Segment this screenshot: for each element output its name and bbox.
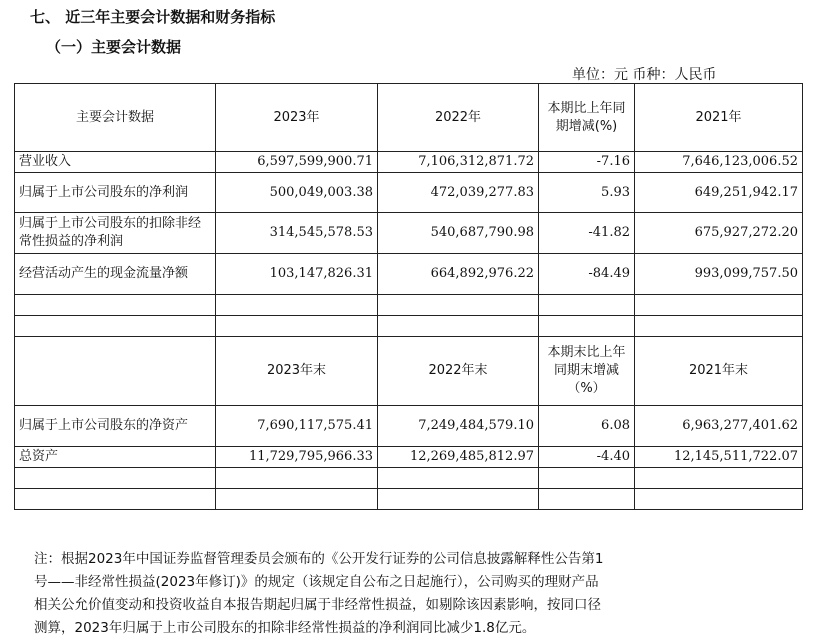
header-cell: 2022年 [378,84,539,152]
row-label: 营业收入 [15,152,216,173]
value-cell: 540,687,790.98 [378,213,539,254]
header-cell: 本期比上年同期增减(%) [539,84,635,152]
row-label: 归属于上市公司股东的扣除非经常性损益的净利润 [15,213,216,254]
table-row [15,213,803,254]
value-cell: 6,597,599,900.71 [216,152,378,173]
value-cell: 11,729,795,966.33 [216,447,378,468]
change-cell: -4.40 [539,447,635,468]
value-cell: 12,145,511,722.07 [635,447,803,468]
unit-currency-line: 单位：元 币种：人民币 [572,67,717,83]
header-cell: 主要会计数据 [15,84,216,152]
header-cell [15,337,216,406]
footnote [34,548,794,640]
table-row [15,173,803,213]
row-label: 经营活动产生的现金流量净额 [15,254,216,295]
table-header-row [15,337,803,406]
table-row [15,254,803,295]
header-cell: 2021年 [635,84,803,152]
empty-row [15,468,803,489]
subsection-title: （一）主要会计数据 [46,38,182,56]
header-cell: 本期末比上年同期末增减（%） [539,337,635,406]
value-cell: 6,963,277,401.62 [635,406,803,447]
header-cell: 2021年末 [635,337,803,406]
empty-row [15,316,803,337]
empty-row [15,295,803,316]
row-label: 归属于上市公司股东的净资产 [15,406,216,447]
value-cell: 7,646,123,006.52 [635,152,803,173]
change-cell: 5.93 [539,173,635,213]
footnote-line: 相关公允价值变动和投资收益自本报告期起归属于非经常性损益，如剔除该因素影响，按同口径 [34,597,601,613]
change-cell: 6.08 [539,406,635,447]
header-cell: 2022年末 [378,337,539,406]
value-cell: 500,049,003.38 [216,173,378,213]
row-label: 总资产 [15,447,216,468]
value-cell: 664,892,976.22 [378,254,539,295]
empty-row [15,489,803,510]
change-cell: -84.49 [539,254,635,295]
value-cell: 7,249,484,579.10 [378,406,539,447]
value-cell: 7,106,312,871.72 [378,152,539,173]
table-row [15,152,803,173]
value-cell: 103,147,826.31 [216,254,378,295]
row-label: 归属于上市公司股东的净利润 [15,173,216,213]
footnote-line: 测算，2023年归属于上市公司股东的扣除非经常性损益的净利润同比减少1.8亿元。 [34,620,536,636]
value-cell: 472,039,277.83 [378,173,539,213]
header-cell: 2023年末 [216,337,378,406]
change-cell: -41.82 [539,213,635,254]
footnote-line: 注：根据2023年中国证券监督管理委员会颁布的《公开发行证券的公司信息披露解释性公告第1 [34,551,604,567]
accounting-data-table [14,83,803,510]
section-title: 七、 近三年主要会计数据和财务指标 [30,8,276,26]
value-cell: 7,690,117,575.41 [216,406,378,447]
value-cell: 649,251,942.17 [635,173,803,213]
table-row [15,406,803,447]
table-header-row [15,84,803,152]
value-cell: 314,545,578.53 [216,213,378,254]
table-row [15,447,803,468]
value-cell: 12,269,485,812.97 [378,447,539,468]
header-cell: 2023年 [216,84,378,152]
value-cell: 993,099,757.50 [635,254,803,295]
change-cell: -7.16 [539,152,635,173]
footnote-line: 号——非经常性损益(2023年修订)》的规定（该规定自公布之日起施行），公司购买的理财产品 [34,574,599,590]
value-cell: 675,927,272.20 [635,213,803,254]
